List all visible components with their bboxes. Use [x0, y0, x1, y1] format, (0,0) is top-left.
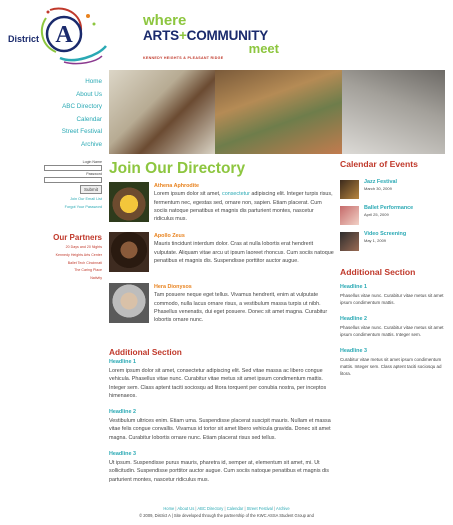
- partners-section: [30, 232, 102, 283]
- login-name-field[interactable]: [44, 165, 102, 171]
- tagline-plus: +: [178, 28, 187, 43]
- login-name-label: Login Name: [82, 160, 102, 164]
- password-label: Password: [86, 172, 102, 176]
- event-date: March 30, 2009: [364, 185, 392, 191]
- partner-link[interactable]: Kennedy Heights Arts Center: [55, 252, 102, 257]
- additional-section: [109, 347, 334, 492]
- join-email-link[interactable]: Join Our Email List: [70, 197, 102, 201]
- tagline-logo: [143, 14, 293, 60]
- additional-subsection: [109, 408, 334, 442]
- copyright-text: © 2009, District A | Site developed through the partnership of the KWC ASSA Student Group and: [139, 513, 314, 518]
- footer-link-street-festival[interactable]: Street Festival: [246, 506, 273, 511]
- calendar-of-events: [340, 160, 445, 256]
- partner-link[interactable]: Ballet Tech Cincinnati: [67, 260, 102, 265]
- tagline-where: where: [143, 12, 187, 29]
- entry-body-cont: adipiscing elit. Integer turpis risus, fermentum nec, egestas sed, ornare non, sapien. Etiam placerat. Cum sociis natoque penatibus et magnis dis parturient montes, nascetur ridiculus mus.: [154, 191, 333, 223]
- forgot-password-link[interactable]: Forgot Your Password: [64, 205, 102, 209]
- sidebar-headline-3-body: Curabitur vitae metus sit amet ipsum condimentum mattis. Integer sem. Class aptent taciti sociosqu ad litora.: [340, 356, 442, 376]
- event-thumbnail: [340, 180, 359, 199]
- event-thumbnail: [340, 232, 359, 251]
- entry-body: Lorem ipsum dolor sit amet,: [154, 191, 223, 198]
- entry-photo: [109, 182, 149, 222]
- footer-link-archive[interactable]: Archive: [275, 506, 290, 511]
- footer-link-home[interactable]: Home: [163, 506, 175, 511]
- sidebar-subsection: [340, 315, 445, 338]
- calendar-title: Calendar of Events: [340, 159, 418, 169]
- nav-street-festival[interactable]: Street Festival: [61, 128, 102, 136]
- event-date: April 25, 2009: [364, 211, 389, 217]
- entry-name-link[interactable]: Athena Aphrodite: [154, 183, 200, 189]
- nav-calendar[interactable]: Calendar: [76, 115, 102, 123]
- nav-about-us[interactable]: About Us: [76, 90, 102, 98]
- entry-body: Tam posuere neque eget tellus. Vivamus hendrerit, enim at vulputate commodo, nulla lacus ornare risus, a vestibulum massa turpis ut nibh. Phasellus venenatis, dui eget posuere. Donec sit amet magna. Curabitur lobortis ornare nunc.: [154, 292, 328, 324]
- entry-name-link[interactable]: Hera Dionysos: [154, 284, 192, 290]
- hero-banner: [109, 70, 445, 154]
- event-item[interactable]: [340, 204, 445, 230]
- consectetur-link[interactable]: consectetur: [222, 191, 250, 198]
- logo-district-text: District: [8, 34, 40, 44]
- main-nav: [62, 76, 102, 152]
- event-item[interactable]: [340, 178, 445, 204]
- banner-photo-older-man: [342, 70, 445, 154]
- tagline-community: COMMUNITY: [186, 28, 269, 43]
- directory-entry: [109, 182, 334, 227]
- additional-subsection: [109, 358, 334, 400]
- additional-section-title: Additional Section: [109, 347, 182, 357]
- page-title: Join Our Directory: [109, 160, 246, 177]
- tagline-subtitle: KENNEDY HEIGHTS & PLEASANT RIDGE: [143, 56, 224, 60]
- sidebar-subsection: [340, 283, 445, 306]
- event-date: May 1, 2009: [364, 237, 387, 243]
- additional-subsection: [109, 450, 334, 484]
- event-title-link[interactable]: Video Screening: [364, 230, 407, 237]
- banner-photo-family: [215, 70, 342, 154]
- partner-link[interactable]: 20 Days and 20 Nights: [65, 245, 102, 249]
- partners-title: Our Partners: [53, 233, 102, 242]
- nav-home[interactable]: Home: [85, 78, 102, 85]
- sidebar-subsection: [340, 347, 445, 377]
- entry-photo: [109, 283, 149, 323]
- entry-text: [154, 182, 334, 223]
- entry-body: Mauris tincidunt interdum dolor. Cras at nulla lobortis erat hendrerit vulputate. Aliquam vitae arcu ut ipsum laoreet rhoncus. Cum sociis natoque penatibus et magnis dis. Suspendisse porttitor auctor augue.: [154, 241, 334, 264]
- footer-link-calendar[interactable]: Calendar: [226, 506, 244, 511]
- sidebar-headline-2: Headline 2: [340, 315, 367, 322]
- entry-text: [154, 283, 334, 324]
- nav-abc-directory[interactable]: ABC Directory: [62, 103, 102, 111]
- sidebar-headline-2-body: Phasellus vitae nunc. Curabitur vitae metus sit amet ipsum condimentum mattis. Integer sem.: [340, 324, 444, 337]
- sidebar-additional-title: Additional Section: [340, 267, 416, 277]
- logo-letter: A: [55, 22, 73, 48]
- sidebar-additional-section: [340, 268, 445, 386]
- partner-link[interactable]: Nativity: [90, 276, 102, 281]
- event-item[interactable]: [340, 230, 445, 256]
- headline-3: Headline 3: [109, 451, 136, 458]
- tagline-meet: meet: [248, 41, 279, 56]
- footer-link-abc-directory[interactable]: ABC Directory: [197, 506, 224, 511]
- headline-1-body: Lorem ipsum dolor sit amet, consectetur adipiscing elit. Sed vitae massa ac libero congue vehicula. Phasellus vitae nunc. Curabitur vitae metus sit amet ipsum condimentum mattis. Integer sem. Class aptent taciti sociosqu ad litora torquent per conubia nostra, per inceptos himenaeos.: [109, 368, 327, 399]
- headline-3-body: Ut ipsum. Suspendisse purus mauris, pharetra id, semper at, elementum sit amet, mi. Ut sollicitudin. Suspendisse porttitor auctor augue. Cum sociis natoque penatibus et magnis dis parturient montes, nascetur ridiculus mus.: [109, 460, 329, 483]
- submit-button[interactable]: Submit: [80, 185, 102, 194]
- headline-2: Headline 2: [109, 409, 136, 416]
- tagline-arts: ARTS: [143, 28, 179, 43]
- entry-name-link[interactable]: Apollo Zeus: [154, 233, 185, 239]
- sidebar-headline-1-body: Phasellus vitae nunc. Curabitur vitae metus sit amet ipsum condimentum mattis.: [340, 292, 444, 305]
- headline-1: Headline 1: [109, 359, 136, 365]
- event-title-link[interactable]: Jazz Festival: [364, 178, 397, 185]
- nav-archive[interactable]: Archive: [81, 140, 102, 148]
- footer-nav: Home | About Us | ABC Directory | Calendar | Street Festival | Archive: [163, 506, 290, 511]
- partner-link[interactable]: The Caring Place: [74, 268, 102, 273]
- district-a-logo[interactable]: [8, 6, 123, 68]
- password-field[interactable]: [44, 177, 102, 183]
- login-form: [44, 160, 102, 210]
- sidebar-headline-3: Headline 3: [340, 347, 367, 354]
- headline-2-body: Vestibulum ultrices enim. Etiam uma. Suspendisse placerat suscipit mauris. Nullam et massa vitae felis congue convallis. Vivamus id tortor sit amet libero vehicula gravida. Donec sit amet magna. Curabitur lobortis ornare nunc. Etiam placerat risus sed tellus.: [109, 418, 331, 441]
- event-thumbnail: [340, 206, 359, 225]
- event-title-link[interactable]: Ballet Performance: [364, 204, 414, 211]
- directory-entry: [109, 232, 334, 277]
- footer-link-about-us[interactable]: About Us: [177, 506, 195, 511]
- entry-text: [154, 232, 334, 265]
- sidebar-headline-1: Headline 1: [340, 283, 367, 290]
- entry-photo: [109, 232, 149, 272]
- banner-photo-man-newspaper: [109, 70, 215, 154]
- directory-entry: [109, 283, 334, 328]
